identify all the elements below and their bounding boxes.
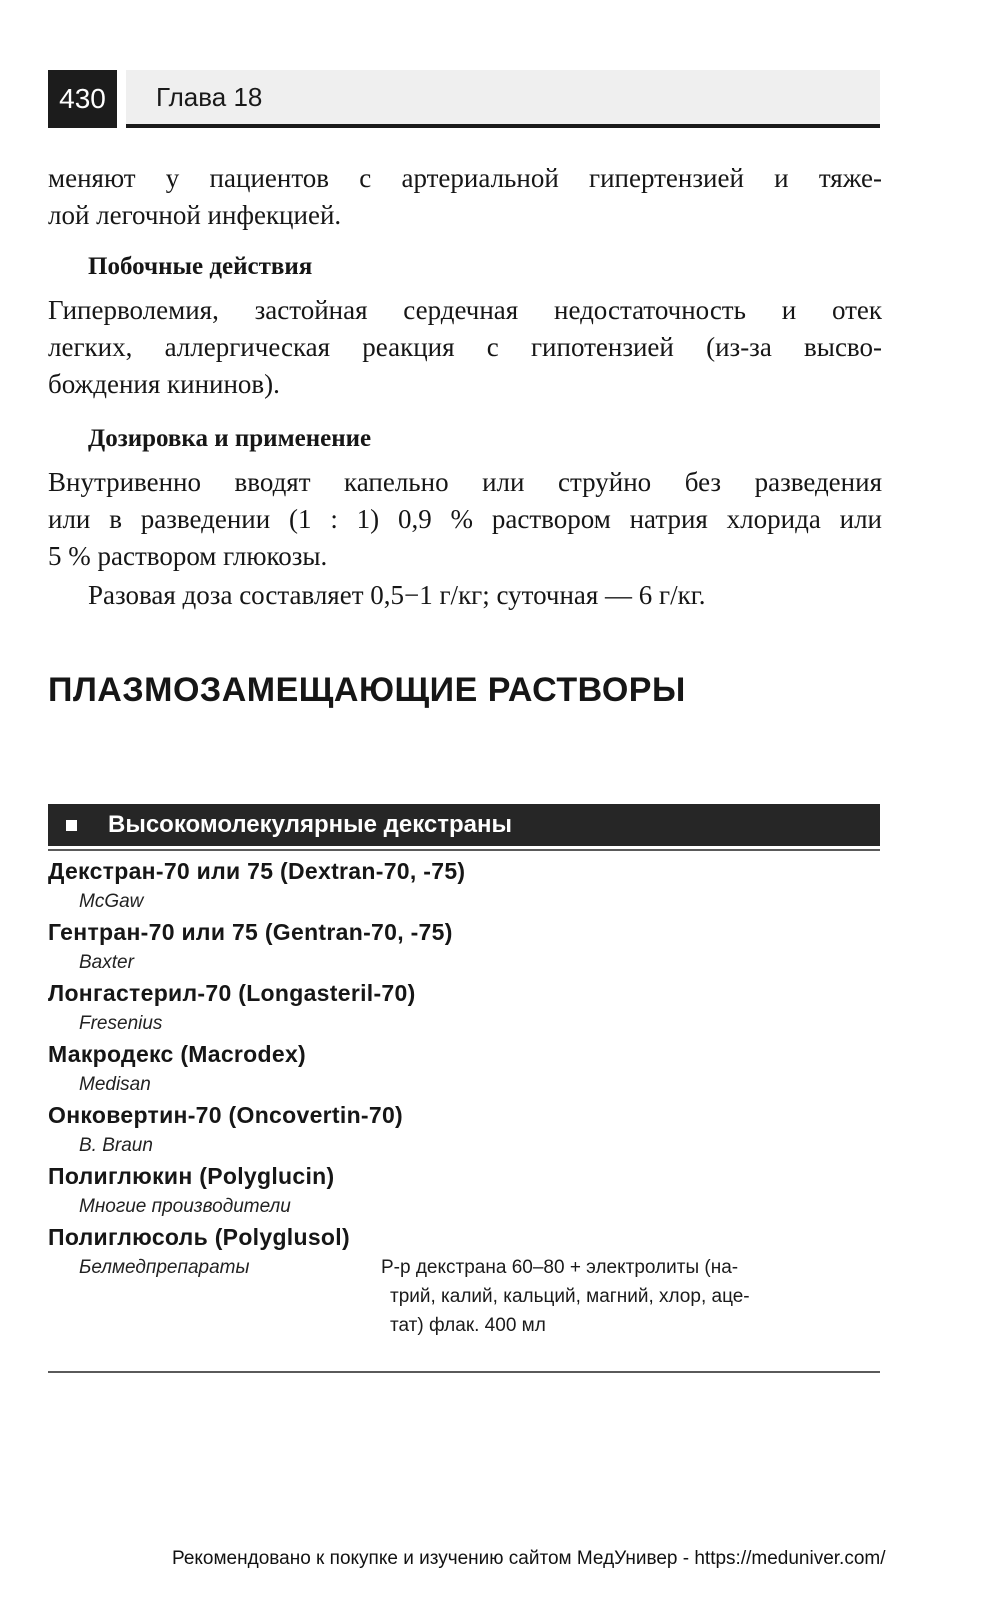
drug-manufacturer: Baxter <box>79 952 134 973</box>
text-line: или в разведении (1 : 1) 0,9 % раствором натрия хлорида или <box>48 504 882 534</box>
list-item <box>48 1222 880 1335</box>
drug-name: Гентран-70 или 75 (Gentran-70, -75) <box>48 919 453 945</box>
drug-name: Декстран-70 или 75 (Dextran-70, -75) <box>48 858 466 884</box>
drug-name: Полиглюсоль (Polyglusol) <box>48 1224 350 1250</box>
drug-name: Онковертин-70 (Oncovertin-70) <box>48 1102 404 1128</box>
drug-manufacturer: Многие производители <box>79 1196 291 1217</box>
dosage-paragraph <box>48 464 882 575</box>
divider <box>48 849 880 851</box>
text-line: лой легочной инфекцией. <box>48 200 342 230</box>
text-line: легких, аллергическая реакция с гипотензией (из-за высво- <box>48 332 882 362</box>
text-line: Внутривенно вводят капельно или струйно без разведения <box>48 467 882 497</box>
square-bullet-icon <box>66 820 77 831</box>
text-line: Гиперволемия, застойная сердечная недостаточность и отек <box>48 295 882 325</box>
dose-line: Разовая доза составляет 0,5−1 г/кг; суточная — 6 г/кг. <box>88 580 706 610</box>
divider <box>48 1371 880 1373</box>
side-effects-heading: Побочные действия <box>88 253 313 280</box>
description-line: тат) флак. 400 мл <box>390 1315 546 1336</box>
text-line: 5 % раствором глюкозы. <box>48 541 328 571</box>
drug-name: Макродекс (Macrodex) <box>48 1041 307 1067</box>
list-item <box>48 1039 880 1100</box>
drug-name: Полиглюкин (Polyglucin) <box>48 1163 335 1189</box>
list-item <box>48 856 880 917</box>
chapter-title: Глава 18 <box>156 82 263 112</box>
group-header-bar <box>48 804 880 846</box>
drug-manufacturer: B. Braun <box>79 1135 153 1156</box>
drug-manufacturer: Белмедпрепараты <box>79 1257 250 1278</box>
chapter-bar <box>126 70 880 128</box>
list-item <box>48 978 880 1039</box>
page-number: 430 <box>48 70 117 128</box>
maker-row <box>48 1253 880 1335</box>
description-line: трий, калий, кальций, магний, хлор, аце- <box>390 1286 750 1307</box>
dosage-heading: Дозировка и применение <box>88 425 372 452</box>
running-header <box>48 70 880 128</box>
section-title: ПЛАЗМОЗАМЕЩАЮЩИЕ РАСТВОРЫ <box>48 671 686 709</box>
list-item <box>48 917 880 978</box>
drug-manufacturer: Fresenius <box>79 1013 163 1034</box>
list-item <box>48 1100 880 1161</box>
drug-manufacturer: McGaw <box>79 891 144 912</box>
drug-list <box>48 856 880 1335</box>
side-effects-paragraph <box>48 292 882 403</box>
footer-note: Рекомендовано к покупке и изучению сайтом МедУнивер - https://meduniver.com/ <box>172 1548 886 1569</box>
description-line: Р-р декстрана 60–80 + электролиты (на- <box>381 1257 739 1278</box>
drug-name: Лонгастерил-70 (Longasteril-70) <box>48 980 416 1006</box>
group-title: Высокомолекулярные декстраны <box>108 811 512 838</box>
list-item <box>48 1161 880 1222</box>
drug-manufacturer: Medisan <box>79 1074 151 1095</box>
drug-description <box>381 1253 861 1340</box>
text-line: меняют у пациентов с артериальной гипертензией и тяже- <box>48 163 882 193</box>
text-line: бождения кининов). <box>48 369 280 399</box>
intro-paragraph <box>48 160 882 234</box>
